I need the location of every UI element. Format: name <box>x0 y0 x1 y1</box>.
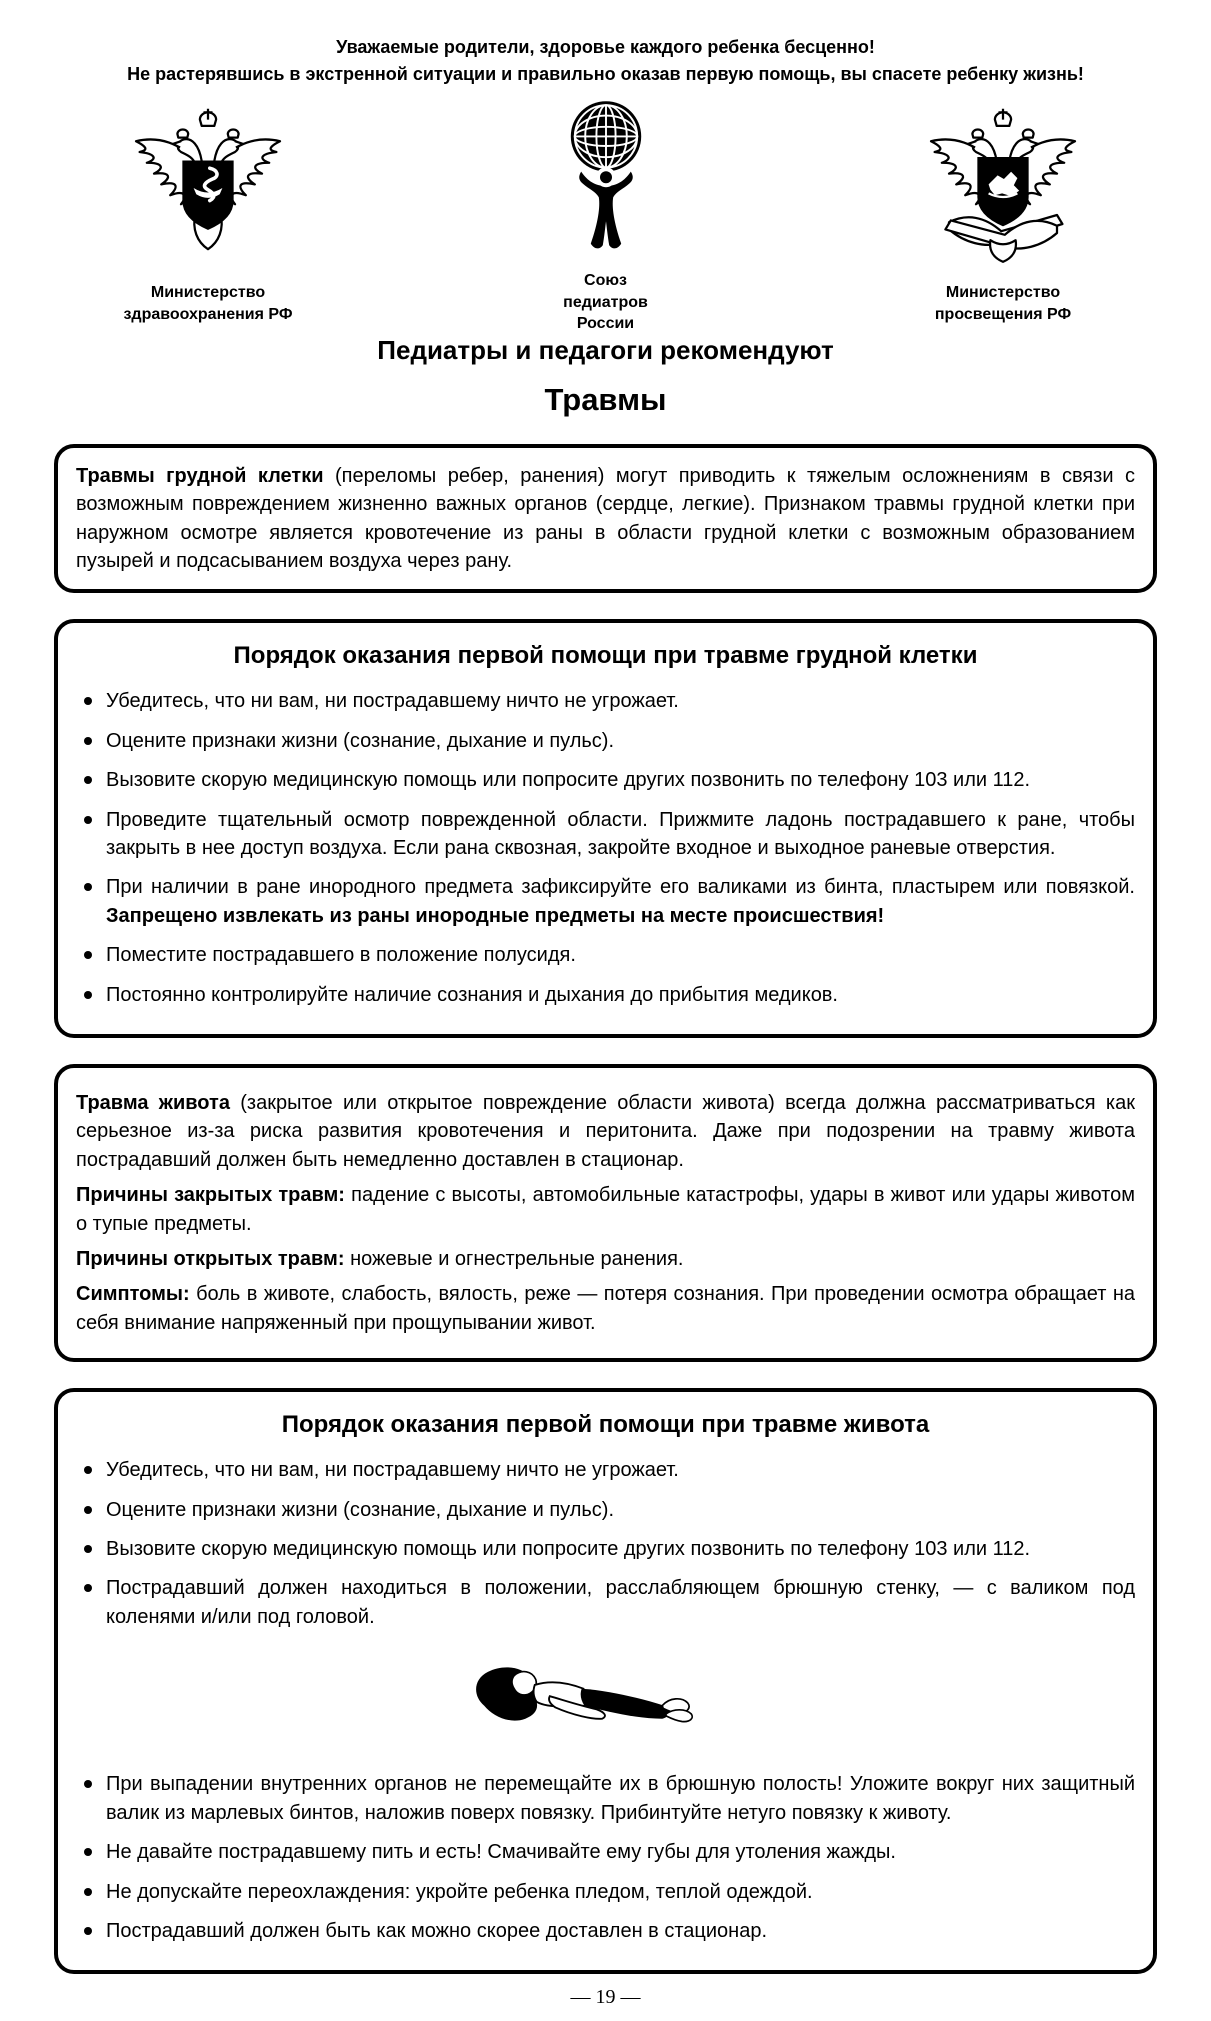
page-number: — 19 — <box>570 1986 641 2009</box>
info-paragraph: Причины открытых травм: ножевые и огнестрельные ранения. <box>76 1247 684 1270</box>
health-ministry-label: Министерство здравоохранения РФ <box>123 284 293 323</box>
abdomen-aid-box <box>54 1388 1157 1974</box>
list-item: При выпадении внутренних органов не перемещайте их в брюшную полость! Уложите вокруг них защитный валик из марлевых бинтов, наложив поверх повязку. Прибинтуйте нетуго повязку к животу. <box>76 1770 1135 1827</box>
header-note <box>54 34 1157 88</box>
info-paragraph: Причины закрытых травм: падение с высоты, автомобильные катастрофы, удары в живот или удары животом о тупые предметы. <box>76 1184 1135 1235</box>
abdomen-aid-list-top <box>76 1456 1135 1631</box>
pediatric-union-label: Союз педиатров России <box>563 272 648 333</box>
list-item: При наличии в ране инородного предмета зафиксируйте его валиками из бинта, пластырем или повязкой. Запрещено извлекать из раны инородные предметы на месте происшествия! <box>76 873 1135 930</box>
abdomen-info-box <box>54 1064 1157 1362</box>
health-ministry-eagle-emblem-icon <box>108 98 308 278</box>
education-ministry-eagle-emblem-icon <box>903 98 1103 278</box>
list-item: Убедитесь, что ни вам, ни пострадавшему ничто не угрожает. <box>76 1456 1135 1484</box>
chest-info-text: (переломы ребер, ранения) могут приводить к тяжелым осложнениям в связи с возможным повреждением жизненно важных органов (сердце, легкие). Признаком травмы грудной клетки при наружном осмотре является кровотечение из раны в области грудной клетки с возможным образованием пузырей и подсасыванием воздуха через рану. <box>76 464 1135 572</box>
logo-pediatric-union <box>476 98 736 335</box>
list-item: Убедитесь, что ни вам, ни пострадавшему ничто не угрожает. <box>76 687 1135 715</box>
chest-aid-box <box>54 619 1157 1038</box>
list-item: Не давайте пострадавшему пить и есть! Смачивайте ему губы для утоления жажды. <box>76 1838 1135 1866</box>
list-item: Поместите пострадавшего в положение полусидя. <box>76 941 1135 969</box>
list-item: Пострадавший должен находиться в положении, расслабляющем брюшную стенку, — с валиком под коленями и/или под головой. <box>76 1574 1135 1631</box>
chest-aid-list <box>76 687 1135 1009</box>
logos-row <box>54 98 1157 335</box>
logo-health-ministry <box>58 98 358 325</box>
info-paragraph: Симптомы: боль в животе, слабость, вялость, реже — потеря сознания. При проведении осмотра обращает на себя внимание напряженный при прощупывании живот. <box>76 1283 1135 1334</box>
info-paragraph: Травма живота (закрытое или открытое повреждение области живота) всегда должна рассматриваться как серьезное из-за риска развития кровотечения и перитонита. Даже при подозрении на травму живота пострадавший должен быть немедленно доставлен в стационар. <box>76 1091 1135 1171</box>
chest-info-box <box>54 444 1157 594</box>
logo-education-ministry <box>853 98 1153 325</box>
list-item: Не допускайте переохлаждения: укройте ребенка пледом, теплой одеждой. <box>76 1878 1135 1906</box>
education-ministry-label: Министерство просвещения РФ <box>934 284 1072 323</box>
header-line-2: Не растерявшись в экстренной ситуации и правильно оказав первую помощь, вы спасете ребенку жизнь! <box>127 64 1084 84</box>
child-lying-illustration <box>76 1647 1135 1759</box>
header-line-1: Уважаемые родители, здоровье каждого ребенка бесценно! <box>336 37 875 57</box>
chest-aid-title: Порядок оказания первой помощи при травме грудной клетки <box>233 642 978 670</box>
chest-info-paragraph <box>76 462 1135 576</box>
recommend-heading: Педиатры и педагоги рекомендуют <box>377 334 834 365</box>
list-item: Вызовите скорую медицинскую помощь или попросите других позвонить по телефону 103 или 112. <box>76 1535 1135 1563</box>
list-item: Постоянно контролируйте наличие сознания и дыхания до прибытия медиков. <box>76 981 1135 1009</box>
chest-info-lead: Травмы грудной клетки <box>76 464 324 487</box>
list-item: Оцените признаки жизни (сознание, дыхание и пульс). <box>76 727 1135 755</box>
abdomen-aid-list-bottom <box>76 1770 1135 1945</box>
page-title: Травмы <box>544 381 667 417</box>
pediatric-union-globe-figure-icon <box>546 98 666 266</box>
list-item: Проведите тщательный осмотр поврежденной области. Прижмите ладонь пострадавшего к ране, чтобы закрыть в нее доступ воздуха. Если рана сквозная, закройте входное и выходное раневые отверстия. <box>76 806 1135 863</box>
list-item: Пострадавший должен быть как можно скорее доставлен в стационар. <box>76 1917 1135 1945</box>
list-item: Оцените признаки жизни (сознание, дыхание и пульс). <box>76 1496 1135 1524</box>
child-lying-supine-icon <box>456 1647 756 1751</box>
abdomen-info-paragraphs <box>76 1089 1135 1337</box>
list-item: Вызовите скорую медицинскую помощь или попросите других позвонить по телефону 103 или 112. <box>76 766 1135 794</box>
abdomen-aid-title: Порядок оказания первой помощи при травме живота <box>281 1411 930 1439</box>
